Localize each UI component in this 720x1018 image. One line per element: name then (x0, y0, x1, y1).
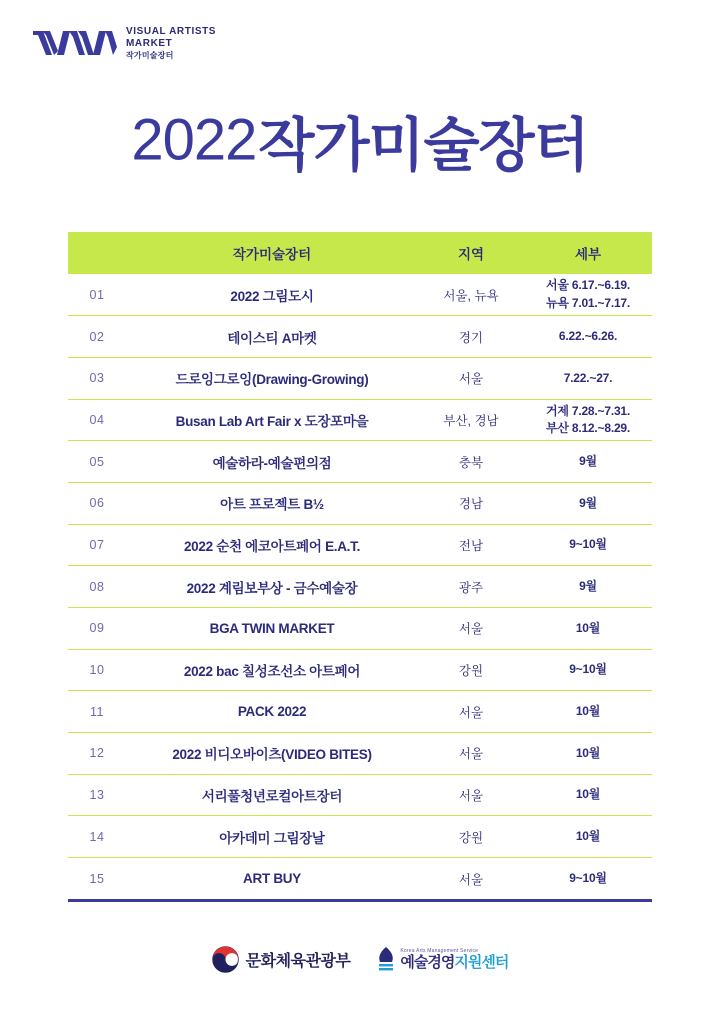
row-number: 07 (89, 537, 105, 552)
kams-english-name: Korea Arts Management Service (400, 948, 479, 954)
row-region: 서울, 뉴욕 (443, 288, 499, 303)
row-region: 경기 (458, 330, 484, 345)
table-row (68, 524, 652, 566)
table-row (68, 691, 652, 733)
row-number: 08 (89, 579, 105, 594)
row-region: 서울 (458, 372, 484, 387)
row-region: 강원 (458, 664, 484, 679)
row-market-name: 서리풀청년로컬아트장터 (201, 789, 343, 805)
row-market-name: 2022 bac 칠성조선소 아트페어 (183, 664, 361, 680)
row-number: 10 (89, 663, 105, 678)
kams-logo (376, 947, 508, 973)
table-body (68, 274, 652, 899)
title-year: 2022 (131, 107, 257, 173)
row-market-name: 드로잉그로잉(Drawing-Growing) (175, 372, 369, 388)
brand-line-1: VISUAL ARTISTS (126, 26, 217, 37)
header-detail: 세부 (524, 232, 652, 274)
table-row (68, 399, 652, 441)
row-detail (524, 524, 652, 566)
taegeuk-icon (212, 946, 239, 973)
table-row (68, 316, 652, 358)
table-row (68, 858, 652, 900)
brand-line-3: 작가미술장터 (126, 50, 174, 60)
vam-logo-icon (33, 27, 117, 59)
header-num (68, 232, 126, 274)
row-detail-line: 10월 (575, 787, 601, 802)
row-number: 04 (89, 412, 105, 427)
table-row (68, 482, 652, 524)
table-row (68, 774, 652, 816)
row-detail (524, 399, 652, 441)
row-number: 11 (90, 704, 104, 719)
brand-line-2: MARKET (126, 37, 173, 49)
row-detail (524, 691, 652, 733)
row-detail (524, 649, 652, 691)
row-detail (524, 566, 652, 608)
row-region: 서울 (458, 789, 484, 804)
row-market-name: 테이스티 A마켓 (227, 330, 317, 346)
row-market-name: 2022 순천 에코아트페어 E.A.T. (183, 538, 361, 554)
brand-logo (33, 26, 216, 60)
row-detail-line: 10월 (575, 745, 601, 760)
brand-logo-text (126, 26, 216, 60)
row-detail (524, 482, 652, 524)
market-list-table (68, 232, 652, 902)
row-region: 부산, 경남 (443, 413, 499, 428)
row-detail-line: 9~10월 (569, 871, 607, 886)
kams-korean-part-a: 예술경영 (400, 954, 455, 971)
row-detail (524, 357, 652, 399)
row-detail-line: 9월 (579, 453, 597, 468)
ministry-logo (212, 946, 351, 973)
row-detail-line: 10월 (575, 704, 601, 719)
row-detail-line: 10월 (575, 829, 601, 844)
row-region: 서울 (458, 622, 484, 637)
table-row (68, 566, 652, 608)
row-detail-line: 9~10월 (569, 662, 607, 677)
row-region: 강원 (458, 830, 484, 845)
row-detail (524, 441, 652, 483)
row-market-name: Busan Lab Art Fair x 도장포마을 (175, 413, 369, 429)
ministry-name: 문화체육관광부 (245, 953, 351, 970)
row-detail (524, 733, 652, 775)
row-region: 전남 (458, 538, 484, 553)
row-detail (524, 608, 652, 650)
row-detail (524, 774, 652, 816)
row-detail-line: 9~10월 (569, 537, 607, 552)
kams-logo-icon (376, 947, 396, 973)
row-number: 12 (89, 746, 105, 761)
row-market-name: ART BUY (243, 871, 301, 887)
row-region: 경남 (458, 497, 484, 512)
row-market-name: 2022 계림보부상 - 금수예술장 (186, 580, 358, 596)
row-number: 01 (89, 287, 105, 302)
row-number: 15 (89, 871, 105, 886)
row-detail-line: 10월 (575, 620, 601, 635)
row-market-name: 아트 프로젝트 B½ (220, 497, 324, 513)
row-detail (524, 274, 652, 316)
row-region: 서울 (458, 747, 484, 762)
table-row (68, 357, 652, 399)
row-detail-line: 거제 7.28.~7.31. (545, 403, 631, 418)
row-market-name: 아카데미 그림장날 (219, 830, 325, 846)
row-market-name: PACK 2022 (237, 704, 307, 720)
row-detail-line: 뉴욕 7.01.~7.17. (545, 295, 631, 310)
table-row (68, 608, 652, 650)
row-number: 14 (89, 829, 105, 844)
row-number: 05 (89, 454, 105, 469)
row-region: 서울 (458, 872, 484, 887)
table-row (68, 733, 652, 775)
header-region: 지역 (418, 232, 524, 274)
row-detail-line: 서울 6.17.~6.19. (545, 278, 631, 293)
footer-logos (0, 946, 720, 973)
row-detail (524, 316, 652, 358)
header-name: 작가미술장터 (126, 232, 418, 274)
row-detail (524, 858, 652, 900)
row-market-name: 예술하라-예술편의점 (212, 455, 332, 471)
row-number: 06 (89, 496, 105, 511)
row-market-name: BGA TWIN MARKET (209, 620, 335, 636)
page-title (0, 98, 720, 182)
row-number: 13 (89, 788, 105, 803)
row-market-name: 2022 그림도시 (230, 288, 314, 304)
row-market-name: 2022 비디오바이츠(VIDEO BITES) (172, 747, 372, 763)
row-number: 03 (89, 371, 105, 386)
kams-korean-part-b: 지원센터 (454, 954, 509, 971)
row-region: 광주 (458, 580, 484, 595)
row-detail-line: 9월 (579, 495, 597, 510)
title-name: 작가미술장터 (258, 113, 589, 178)
row-detail-line: 6.22.~6.26. (558, 328, 618, 343)
row-detail-line: 부산 8.12.~8.29. (545, 420, 631, 435)
table-row (68, 274, 652, 316)
row-detail-line: 9월 (579, 578, 597, 593)
row-number: 02 (89, 329, 105, 344)
table-header (68, 232, 652, 274)
table-row (68, 816, 652, 858)
row-detail-line: 7.22.~27. (563, 370, 613, 385)
row-region: 충북 (458, 455, 484, 470)
row-number: 09 (89, 621, 105, 636)
kams-korean-name (400, 955, 508, 970)
table-bottom-rule (68, 899, 652, 902)
table-row (68, 649, 652, 691)
row-region: 서울 (458, 705, 484, 720)
row-detail (524, 816, 652, 858)
table-row (68, 441, 652, 483)
kams-text (400, 949, 508, 970)
